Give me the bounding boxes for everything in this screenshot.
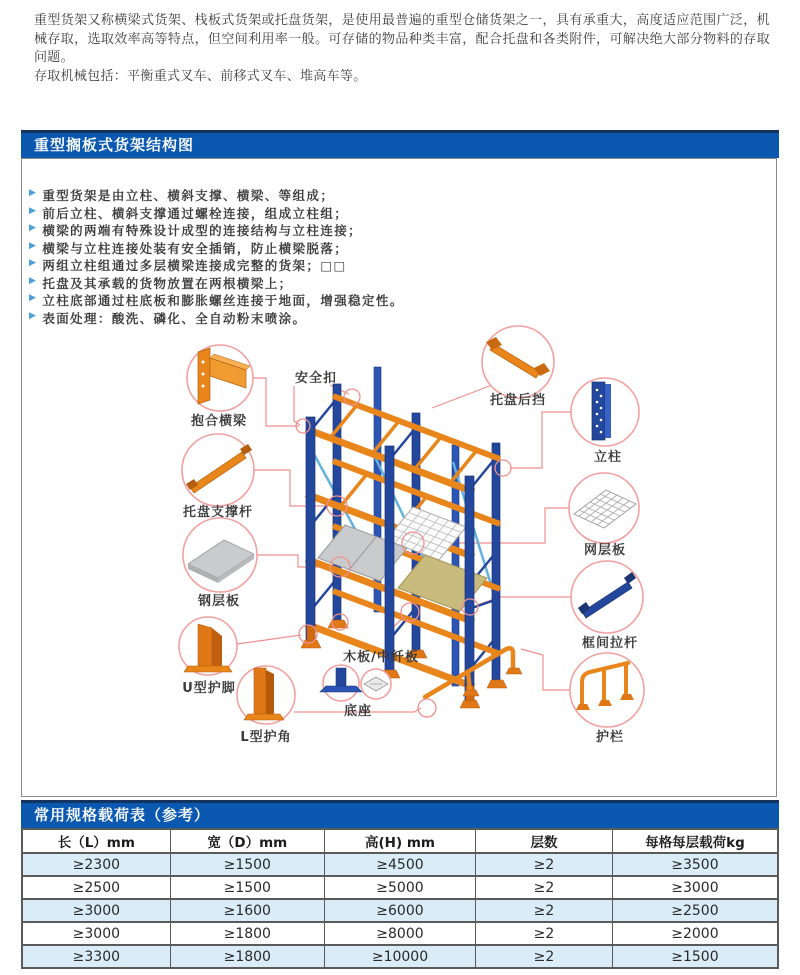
bullet-text: 表面处理：酸洗、磷化、全自动粉末喷涂。 xyxy=(42,310,307,326)
label-dizuo: 底座 xyxy=(343,704,373,719)
list-item xyxy=(29,221,404,239)
triangle-bullet-icon: ▶ xyxy=(29,293,38,303)
label-uxinghujiao: U型护脚 xyxy=(182,681,236,696)
callout-lizhu xyxy=(571,378,639,446)
cell: ≥1500 xyxy=(612,945,778,968)
bullet-text: 前后立柱、横斜支撑通过螺栓连接，组成立柱组； xyxy=(42,205,349,221)
triangle-bullet-icon: ▶ xyxy=(29,188,38,198)
bullet-text: 横梁的两端有特殊设计成型的连接结构与立柱连接； xyxy=(42,223,363,238)
section-title: 重型搁板式货架结构图 xyxy=(34,136,195,154)
cell: ≥2000 xyxy=(612,922,778,945)
rack-structure-diagram xyxy=(21,320,777,780)
cell: ≥1600 xyxy=(170,899,324,922)
list-item xyxy=(29,186,404,204)
cell: ≥6000 xyxy=(324,899,475,922)
callout-baohe-hengliang xyxy=(187,345,253,411)
feature-bullet-list xyxy=(29,186,404,326)
cell: ≥2 xyxy=(476,922,613,945)
cell: ≥3000 xyxy=(22,922,170,945)
triangle-bullet-icon: ▶ xyxy=(29,205,38,216)
label-hulan: 护栏 xyxy=(595,730,625,745)
label-gangcengban: 钢层板 xyxy=(197,594,241,609)
callout-wang-cengban xyxy=(569,473,639,543)
section-title: 常用规格载荷表（参考） xyxy=(34,806,211,824)
cell: ≥5000 xyxy=(324,876,475,899)
bullet-text: 托盘及其承载的货物放置在两根横梁上； xyxy=(42,275,293,291)
cell: ≥2 xyxy=(476,853,613,876)
cell: ≥1500 xyxy=(170,876,324,899)
intro-paragraph-1: 重型货架又称横梁式货架、栈板式货架或托盘货架，是使用最普遍的重型仓储货架之一，具有承重大，高度适应范围广泛，机械存取，选取效率高等特点，但空间利用率一般。可存储的物品种类丰富，配合托盘和各类附件，可解决绝大部分物料的存取问题。 xyxy=(34,13,770,65)
cell: ≥3300 xyxy=(22,945,170,968)
cell: ≥2 xyxy=(476,876,613,899)
callout-gang-cengban xyxy=(183,518,257,592)
cell: ≥2300 xyxy=(22,853,170,876)
triangle-bullet-icon: ▶ xyxy=(29,310,38,321)
label-lizhu: 立柱 xyxy=(593,450,623,465)
list-item xyxy=(29,239,404,257)
callout-tuopan-houdang xyxy=(482,326,554,398)
spec-load-table xyxy=(21,828,779,969)
label-tuopanhoudang: 托盘后挡 xyxy=(489,393,547,408)
cell: ≥2500 xyxy=(22,876,170,899)
list-item xyxy=(29,291,404,309)
bullet-text: 立柱底部通过柱底板和膨胀螺丝连接于地面，增强稳定性。 xyxy=(42,293,404,308)
label-baohehengliang: 抱合横梁 xyxy=(190,414,248,429)
callout-dizuo xyxy=(320,665,362,701)
label-anquankou: 安全扣 xyxy=(294,371,338,386)
callout-l-hujiao xyxy=(237,666,295,724)
callout-kuangjian-lagan xyxy=(571,561,643,633)
list-item xyxy=(29,204,404,222)
table-row xyxy=(22,945,778,968)
label-wangcengban: 网层板 xyxy=(583,543,627,558)
cell: ≥1800 xyxy=(170,945,324,968)
table-row xyxy=(22,922,778,945)
bullet-text: 重型货架是由立柱、横斜支撑、横梁、等组成； xyxy=(42,188,335,203)
list-item xyxy=(29,256,404,274)
col-header-length: 长（L）mm xyxy=(22,829,170,853)
cell: ≥2 xyxy=(476,899,613,922)
label-muban: 木板/中纤板 xyxy=(343,650,419,665)
callout-u-hujiao xyxy=(179,617,237,675)
triangle-bullet-icon: ▶ xyxy=(29,240,38,251)
table-header-row xyxy=(22,829,778,853)
cell: ≥4500 xyxy=(324,853,475,876)
intro-text xyxy=(34,12,770,86)
label-kuangjianlagan: 框间拉杆 xyxy=(581,636,639,651)
cell: ≥2500 xyxy=(612,899,778,922)
col-header-layers: 层数 xyxy=(476,829,613,853)
table-row xyxy=(22,899,778,922)
triangle-bullet-icon: ▶ xyxy=(29,223,38,233)
table-row xyxy=(22,876,778,899)
callout-tuopan-zhichenggan xyxy=(182,434,254,506)
cell: ≥3000 xyxy=(612,876,778,899)
section-header-spec-table xyxy=(21,800,779,828)
intro-paragraph-2: 存取机械包括：平衡重式叉车、前移式叉车、堆高车等。 xyxy=(34,68,367,84)
callout-hulan xyxy=(570,653,644,727)
callout-baseplate xyxy=(361,669,391,699)
cell: ≥3500 xyxy=(612,853,778,876)
bullet-text: 横梁与立柱连接处装有安全插销，防止横梁脱落； xyxy=(42,240,349,256)
section-header-structure xyxy=(21,130,779,158)
cell: ≥2 xyxy=(476,945,613,968)
cell: ≥1800 xyxy=(170,922,324,945)
list-item xyxy=(29,274,404,292)
col-header-height: 高(H) mm xyxy=(324,829,475,853)
label-lxinghujiao: L型护角 xyxy=(240,730,292,745)
cell: ≥10000 xyxy=(324,945,475,968)
label-tuopanzhichenggan: 托盘支撑杆 xyxy=(182,505,254,520)
table-row xyxy=(22,853,778,876)
cell: ≥3000 xyxy=(22,899,170,922)
triangle-bullet-icon: ▶ xyxy=(29,275,38,286)
cell: ≥8000 xyxy=(324,922,475,945)
col-header-width: 宽（D）mm xyxy=(170,829,324,853)
bullet-text: 两组立柱组通过多层横梁连接成完整的货架；□□ xyxy=(42,258,347,273)
col-header-load: 每格每层载荷kg xyxy=(612,829,778,853)
triangle-bullet-icon: ▶ xyxy=(29,258,38,268)
cell: ≥1500 xyxy=(170,853,324,876)
